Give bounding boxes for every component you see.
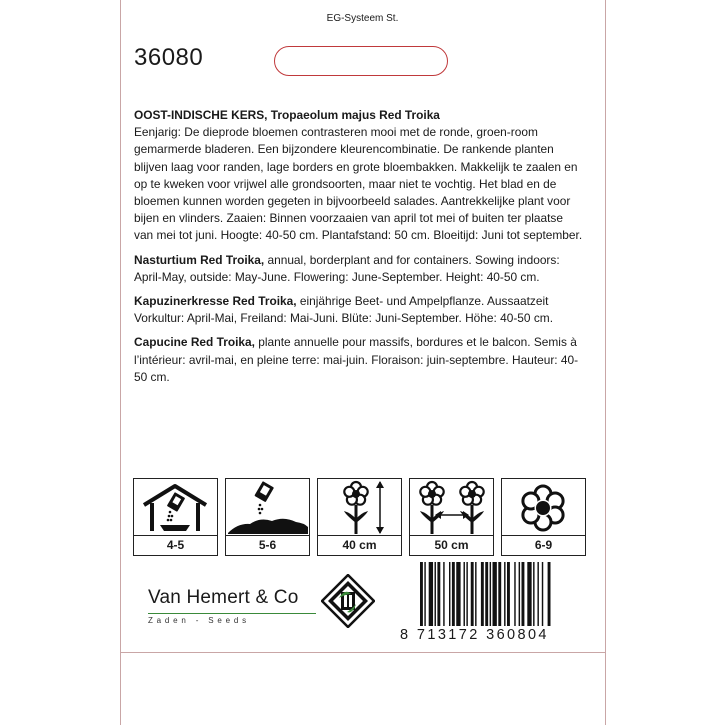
barcode-number: 8 713172 360804 bbox=[400, 627, 549, 643]
sow-outdoors-tile bbox=[225, 478, 310, 556]
sow-indoors-months: 4-5 bbox=[134, 535, 217, 555]
sow-outdoors-months: 5-6 bbox=[226, 535, 309, 555]
height-icon bbox=[318, 479, 401, 535]
barcode-icon bbox=[418, 562, 582, 626]
description-nl bbox=[134, 107, 584, 245]
description-fr bbox=[134, 334, 584, 386]
nl-title: OOST-INDISCHE KERS, Tropaeolum majus Red Troika bbox=[134, 108, 440, 122]
flower-icon bbox=[502, 479, 585, 535]
de-title: Kapuzinerkresse Red Troika, bbox=[134, 294, 297, 309]
description-de bbox=[134, 293, 584, 327]
packet-fold-line bbox=[120, 652, 606, 653]
eg-system-label: EG-Systeem St. bbox=[326, 13, 399, 24]
brand-name: Van Hemert & Co bbox=[148, 587, 299, 608]
spacing-icon bbox=[410, 479, 493, 535]
flowering-months: 6-9 bbox=[502, 535, 585, 555]
fr-text: plante annuelle pour massifs, bordures et le balcon. Semis à l’intérieur: avril-mai, en pleine terre: mai-juin. Floraison: juin-septembre. Hauteur: 40-50 cm. bbox=[134, 335, 579, 384]
brand-underline bbox=[148, 613, 316, 614]
sow-indoors-tile bbox=[133, 478, 218, 556]
spacing-tile bbox=[409, 478, 494, 556]
height-tile bbox=[317, 478, 402, 556]
description-en bbox=[134, 252, 584, 286]
fr-title: Capucine Red Troika, bbox=[134, 335, 255, 350]
description-block bbox=[134, 107, 584, 393]
flowering-tile bbox=[501, 478, 586, 556]
en-text: annual, borderplant and for containers. Sowing indoors: April-May, outside: May-June. Flowering: June-September. Height: 40-50 cm. bbox=[134, 252, 560, 284]
empty-label-box bbox=[274, 46, 448, 76]
sow-outdoors-icon bbox=[226, 479, 309, 535]
plant-spacing: 50 cm bbox=[410, 535, 493, 555]
brand-tagline: Zaden - Seeds bbox=[148, 616, 250, 625]
sow-indoors-icon bbox=[134, 479, 217, 535]
nl-text: Eenjarig: De dieprode bloemen contrasteren mooi met de ronde, groen-room gemarmerde bladeren. Een bijzondere kleurencombinatie. De rankende planten blijven laag voor randen, lage borders en grote bloembakken. Makkelijk te zaalen en op te kweken voor vrijwel alle grondsoorten, maar niet te vochtig. Het blad en de bloemen kunnen worden gegeten in bijvoorbeeld salades. Aantrekkelijke plant voor bijen en vlinders. Zaaien: Binnen voorzaaien van april tot mei of buiten ter plaatse van mei tot juni. Hoogte: 40-50 cm. Plantafstand: 50 cm. Bloeitijd: Juni tot september. bbox=[134, 125, 583, 243]
brand-logo-icon bbox=[321, 574, 375, 628]
plant-height: 40 cm bbox=[318, 535, 401, 555]
de-text: einjährige Beet- und Ampelpflanze. Aussaatzeit Vorkultur: April-Mai, Freiland: Mai-Juni. Blüte: Juni-September. Höhe: 40-50 cm. bbox=[134, 294, 553, 326]
en-title: Nasturtium Red Troika, bbox=[134, 252, 265, 267]
product-code: 36080 bbox=[134, 44, 204, 71]
